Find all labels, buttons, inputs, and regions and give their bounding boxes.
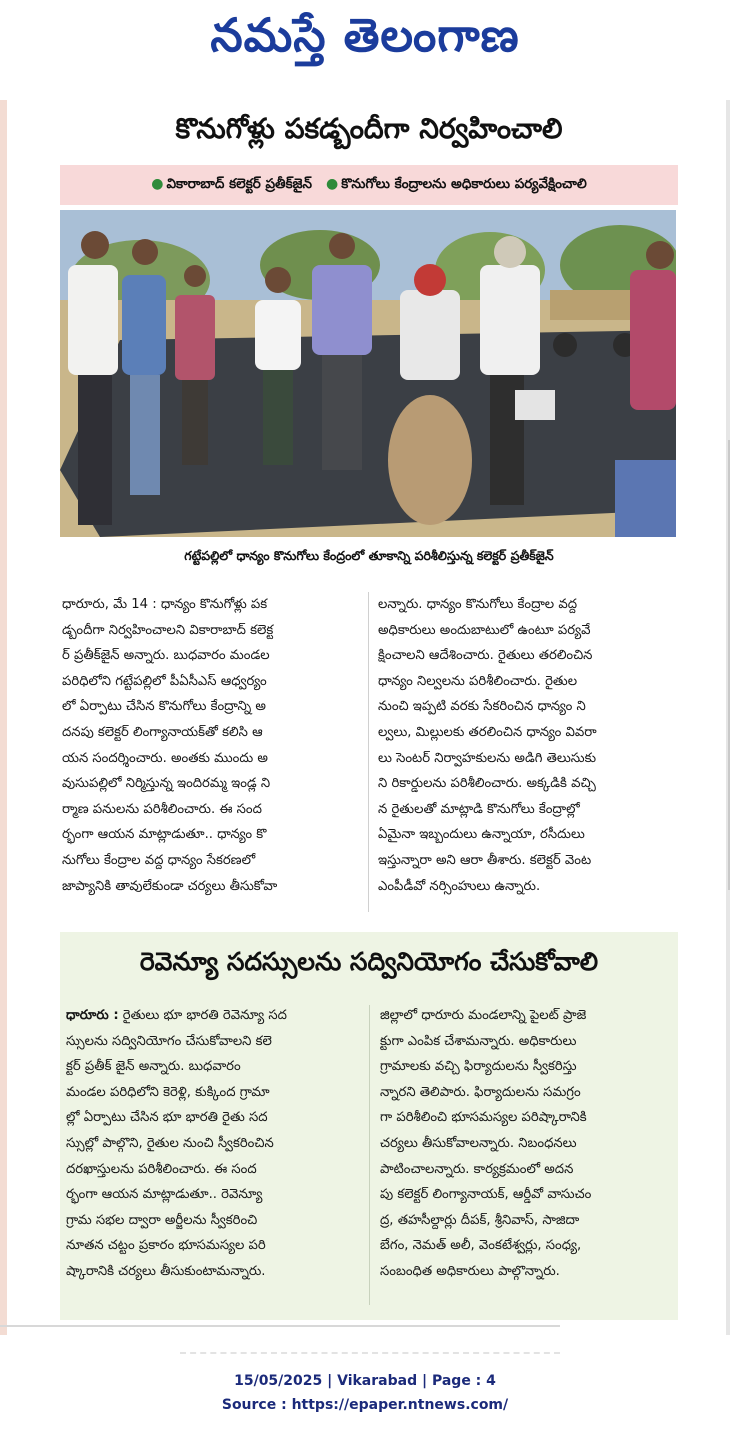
text-line: ష్కారానికి చర్యలు తీసుకుంటామన్నారు. bbox=[66, 1263, 266, 1279]
text-line: ల్లో ఏర్పాటు చేసిన భూ భారతి రైతు సద bbox=[66, 1110, 268, 1126]
text-line: గా పరిశీలించి భూసమస్యల పరిష్కారానికి bbox=[380, 1110, 587, 1126]
text-line: లు సెంటర్ నిర్వాహకులను అడిగి తెలుసుకు bbox=[378, 750, 597, 766]
text-line: ర్మాణ పనులను పరిశీలించారు. ఈ సంద bbox=[62, 801, 262, 817]
text-line: బేగం, నెమత్ అలీ, వెంకటేశ్వర్లు, సంధ్య, bbox=[380, 1238, 582, 1254]
masthead bbox=[0, 0, 730, 82]
bullet-icon: ● bbox=[326, 175, 339, 192]
text-line: ఏమైనా ఇబ్బందులు ఉన్నాయా, రసీదులు bbox=[378, 827, 585, 843]
article-headline: కొనుగోళ్లు పకడ్బందీగా నిర్వహించాలి bbox=[175, 112, 563, 145]
text-line: లో ఏర్పాటు చేసిన కొనుగోలు కేంద్రాన్ని అ bbox=[62, 699, 266, 715]
dateline: ధారూరు : bbox=[66, 1008, 119, 1023]
column-divider bbox=[368, 592, 369, 912]
newspaper-logo: నమస్తే తెలంగాణ bbox=[210, 8, 520, 62]
article2-headline: రెవెన్యూ సదస్సులను సద్వినియోగం చేసుకోవాలి bbox=[139, 947, 599, 976]
text-line: గ్రామాలకు వచ్చి ఫిర్యాదులను స్వీకరిస్తు bbox=[380, 1059, 577, 1075]
text-line: సంబంధిత అధికారులు పాల్గొన్నారు. bbox=[380, 1263, 560, 1279]
text-line: ధారూరు : రైతులు భూ భారతి రెవెన్యూ సద bbox=[66, 1008, 287, 1023]
text-line: జాప్యానికి తావులేకుండా చర్యలు తీసుకోవా bbox=[62, 878, 278, 894]
text-line: క్టుగా ఎంపిక చేశామన్నారు. అధికారులు bbox=[380, 1033, 577, 1049]
footer-date-edition-page: 15/05/2025 | Vikarabad | Page : 4 bbox=[234, 1373, 496, 1389]
page-bottom-rule bbox=[0, 1325, 560, 1327]
text-line: క్షించాలని ఆదేశించారు. రైతులు తరలించిన bbox=[378, 648, 593, 664]
text-line: ధారూరు, మే 14 : ధాన్యం కొనుగోళ్లు పక bbox=[62, 597, 268, 612]
subhead-item: ● కొనుగోలు కేంద్రాలను అధికారులు పర్యవేక్షించాలి bbox=[326, 175, 587, 192]
text-line: ర్ ప్రతీక్‌జైన్ అన్నారు. బుధవారం మండల bbox=[62, 648, 270, 664]
text-line: ని రికార్డులను పరిశీలించారు. అక్కడికి వచ్చి bbox=[378, 776, 596, 792]
text-line: గ్రామ సభల ద్వారా అర్జీలను స్వీకరించి bbox=[66, 1212, 258, 1228]
text-line: నుంచి ఇప్పటి వరకు సేకరించిన ధాన్యం ని bbox=[378, 699, 586, 715]
article-column-right bbox=[378, 592, 678, 899]
text-line: వుసుపల్లిలో నిర్మిస్తున్న ఇందిరమ్మ ఇండ్ల ని bbox=[62, 776, 271, 792]
bullet-icon: ● bbox=[151, 175, 164, 192]
text-line: ఇస్తున్నారా అని ఆరా తీశారు. కలెక్టర్ వెంట bbox=[378, 852, 592, 868]
text-line: ర్భంగా ఆయన మాట్లాడుతూ.. ధాన్యం కొ bbox=[62, 827, 267, 843]
text-line: స్సులను సద్వినియోగం చేసుకోవాలని కలె bbox=[66, 1033, 272, 1049]
text-line: చర్యలు తీసుకోవాలన్నారు. నిబంధనలు bbox=[380, 1135, 577, 1151]
page-dashed-rule bbox=[180, 1352, 560, 1354]
text-line: పరిధిలోని గట్టేపల్లిలో పీఏసీఎస్ ఆధ్వర్యం bbox=[62, 673, 267, 689]
text-line: స్సుల్లో పాల్గొని, రైతుల నుంచి స్వీకరించిన bbox=[66, 1135, 274, 1151]
text-line: జిల్లాలో ధారూరు మండలాన్ని పైలట్ ప్రాజె bbox=[380, 1008, 587, 1023]
column-divider bbox=[369, 1005, 370, 1305]
text-line: పు కలెక్టర్ లింగ్యానాయక్, ఆర్డీవో వాసుచం bbox=[380, 1187, 592, 1203]
footer-source-link[interactable]: Source : https://epaper.ntnews.com/ bbox=[221, 1397, 509, 1413]
text-line: ర్భంగా ఆయన మాట్లాడుతూ.. రెవెన్యూ bbox=[66, 1187, 263, 1203]
text-line: నూతన చట్టం ప్రకారం భూసమస్యల పరి bbox=[66, 1238, 266, 1254]
text-line: దనపు కలెక్టర్ లింగ్యానాయక్‌తో కలిసి ఆ bbox=[62, 724, 263, 740]
left-margin-strip bbox=[0, 100, 7, 1335]
text-line: న్నారని తెలిపారు. ఫిర్యాదులను సమగ్రం bbox=[380, 1084, 581, 1100]
text-line: లన్నారు. ధాన్యం కొనుగోలు కేంద్రాల వద్ద bbox=[378, 597, 578, 612]
text-line: క్టర్ ప్రతీక్ జైన్ అన్నారు. బుధవారం bbox=[66, 1059, 241, 1075]
text-line: ద్ర, తహసీల్దార్లు దీపక్, శ్రీనివాస్, సాజిదా bbox=[380, 1212, 580, 1228]
text-line: అధికారులు అందుబాటులో ఉంటూ పర్యవే bbox=[378, 622, 591, 638]
text-line: పాటించాలన్నారు. కార్యక్రమంలో అదన bbox=[380, 1161, 574, 1177]
text-line: నుగోలు కేంద్రాల వద్ద ధాన్యం సేకరణలో bbox=[62, 852, 256, 868]
text-line: ల్వలు, మిల్లులకు తరలించిన ధాన్యం వివరా bbox=[378, 724, 597, 740]
article-subhead-bar bbox=[60, 165, 678, 205]
news-photo bbox=[60, 210, 676, 537]
text-line: ఎంపీడీవో నర్సింహులు ఉన్నారు. bbox=[378, 878, 541, 894]
text-line: న రైతులతో మాట్లాడి కొనుగోలు కేంద్రాల్లో bbox=[378, 801, 580, 817]
text-line: యన సందర్శించారు. అంతకు ముందు అ bbox=[62, 750, 268, 766]
text-line: ధాన్యం నిల్వలను పరిశీలించారు. రైతుల bbox=[378, 673, 578, 689]
photo-caption: గట్టేపల్లిలో ధాన్యం కొనుగోలు కేంద్రంలో తూకాన్ని పరిశీలిస్తున్న కలెక్టర్ ప్రతీక్‌జైన్ bbox=[184, 547, 554, 563]
subhead-item: ● వికారాబాద్ కలెక్టర్ ప్రతీక్‌జైన్ bbox=[151, 175, 313, 192]
article2-column-left bbox=[66, 1003, 362, 1285]
text-line: మండల పరిధిలోని కెరెళ్లి, కుక్కింద గ్రామా bbox=[66, 1084, 270, 1100]
article-column-left bbox=[62, 592, 362, 899]
text-line: డ్బందీగా నిర్వహించాలని వికారాబాద్ కలెక్ట bbox=[62, 622, 274, 638]
article2-column-right bbox=[380, 1003, 672, 1285]
text-line: దరఖాస్తులను పరిశీలించారు. ఈ సంద bbox=[66, 1161, 257, 1177]
